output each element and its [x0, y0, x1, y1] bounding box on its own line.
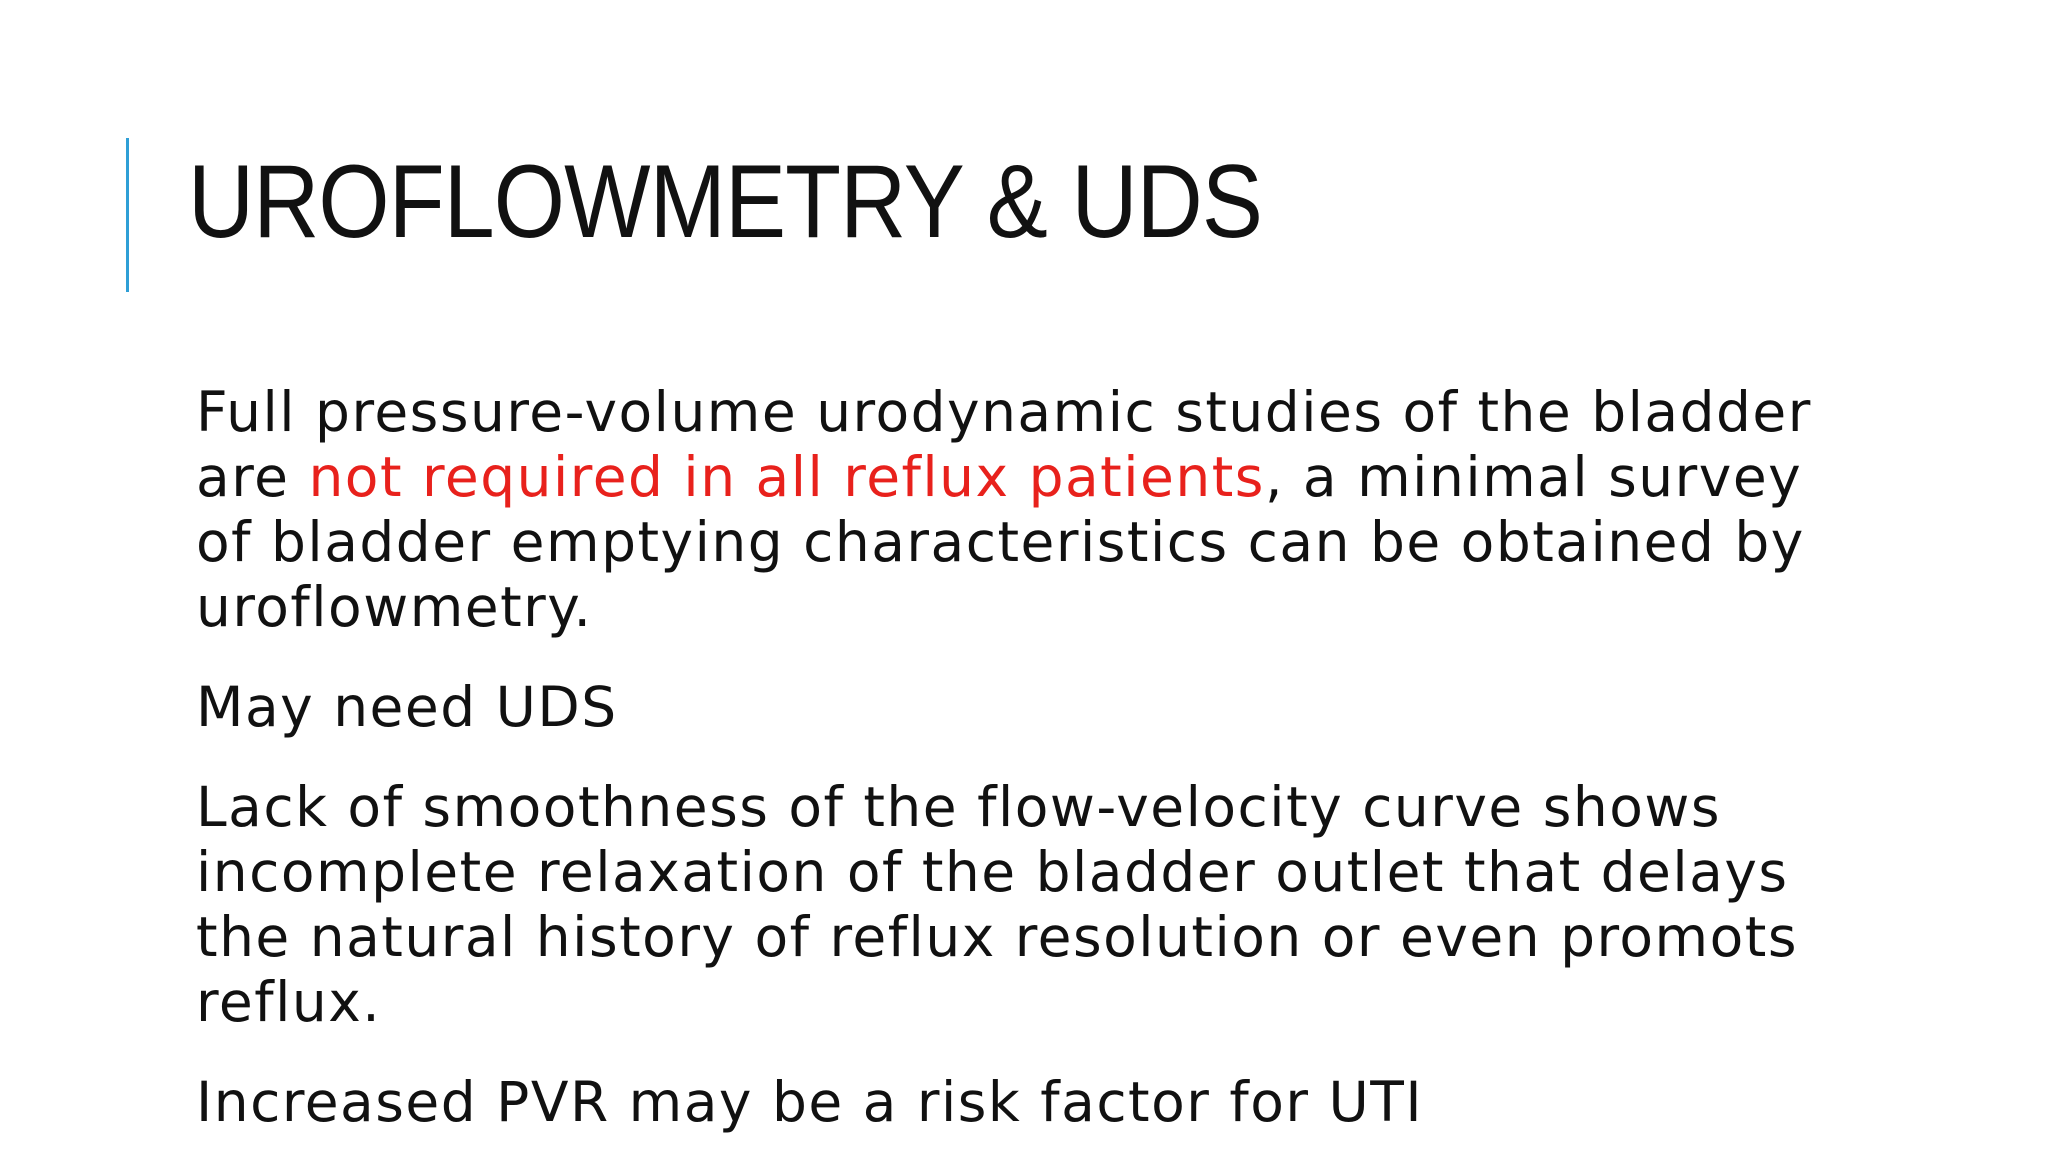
paragraph-may-need-uds: May need UDS [196, 675, 618, 739]
paragraph-pvr-risk: Increased PVR may be a risk factor for UTI [196, 1070, 1424, 1134]
paragraph-flow-velocity: Lack of smoothness of the flow-velocity curve shows incomplete relaxation of the bladder outlet that delays the natural history of reflux resolution or even promots reflux. [196, 775, 1798, 1034]
slide-title: UROFLOWMETRY & UDS [188, 144, 1263, 260]
highlighted-phrase: not required in all reflux patients [308, 445, 1265, 509]
paragraph-text: , a minimal survey of bladder emptying characteristics can be obtained by uroflowmetry. [196, 445, 1805, 639]
paragraph-text: Full pressure-volume urodynamic studies of the bladder are [196, 380, 1812, 509]
paragraph-uroflowmetry [196, 380, 1876, 640]
slide-body [196, 380, 1876, 1152]
title-accent-bar [126, 138, 129, 292]
